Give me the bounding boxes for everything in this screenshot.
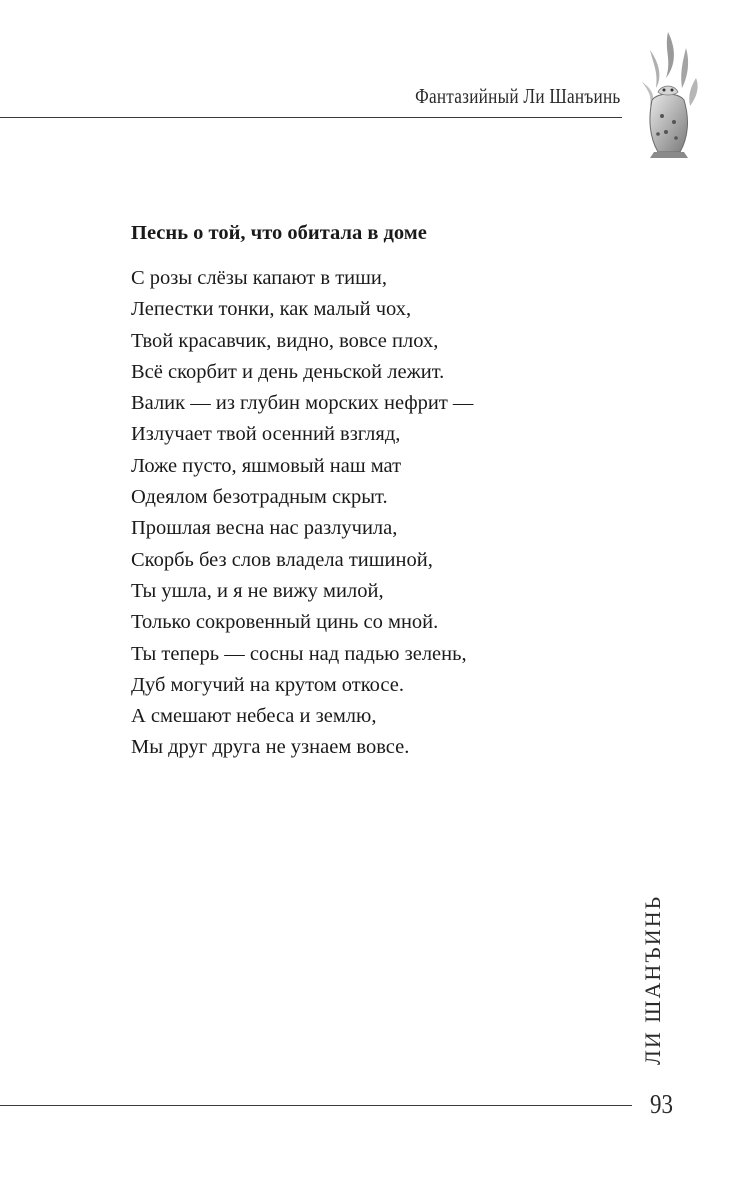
poem-line: Ложе пусто, яшмовый наш мат — [131, 454, 402, 477]
dragon-figurine-icon — [628, 30, 708, 162]
poem-line: Дуб могучий на крутом откосе. — [131, 673, 404, 696]
poem-line: Валик — из глубин морских нефрит — — [131, 392, 474, 415]
poem-line: А смешают небеса и землю, — [131, 705, 377, 728]
author-side-label: ЛИ ШАНЪИНЬ — [640, 894, 665, 1065]
poem-line: Ты теперь — сосны над падью зелень, — [131, 642, 467, 665]
poem-line: Всё скорбит и день деньской лежит. — [131, 360, 445, 383]
poem-line: Скорбь без слов владела тишиной, — [131, 548, 433, 571]
poem-line: Твой красавчик, видно, вовсе плох, — [131, 329, 439, 352]
poem-body — [131, 263, 473, 764]
poem-line: Излучает твой осенний взгляд, — [131, 423, 401, 446]
page-number: 93 — [650, 1089, 673, 1119]
poem-line: Мы друг друга не узнаем вовсе. — [131, 736, 410, 759]
poem-line: Лепестки тонки, как малый чох, — [131, 298, 412, 321]
footer-rule — [0, 1105, 632, 1106]
poem-line: С розы слёзы капают в тиши, — [131, 267, 388, 289]
header-rule — [0, 117, 622, 118]
running-head-title: Фантазийный Ли Шанъинь — [414, 84, 620, 108]
poem-line: Прошлая весна нас разлучила, — [131, 517, 398, 540]
poem-title: Песнь о той, что обитала в доме — [131, 222, 427, 244]
poem-line: Ты ушла, и я не вижу милой, — [131, 579, 384, 602]
poem-line: Одеялом безотрадным скрыт. — [131, 486, 388, 509]
poem-line: Только сокровенный цинь со мной. — [131, 611, 439, 634]
